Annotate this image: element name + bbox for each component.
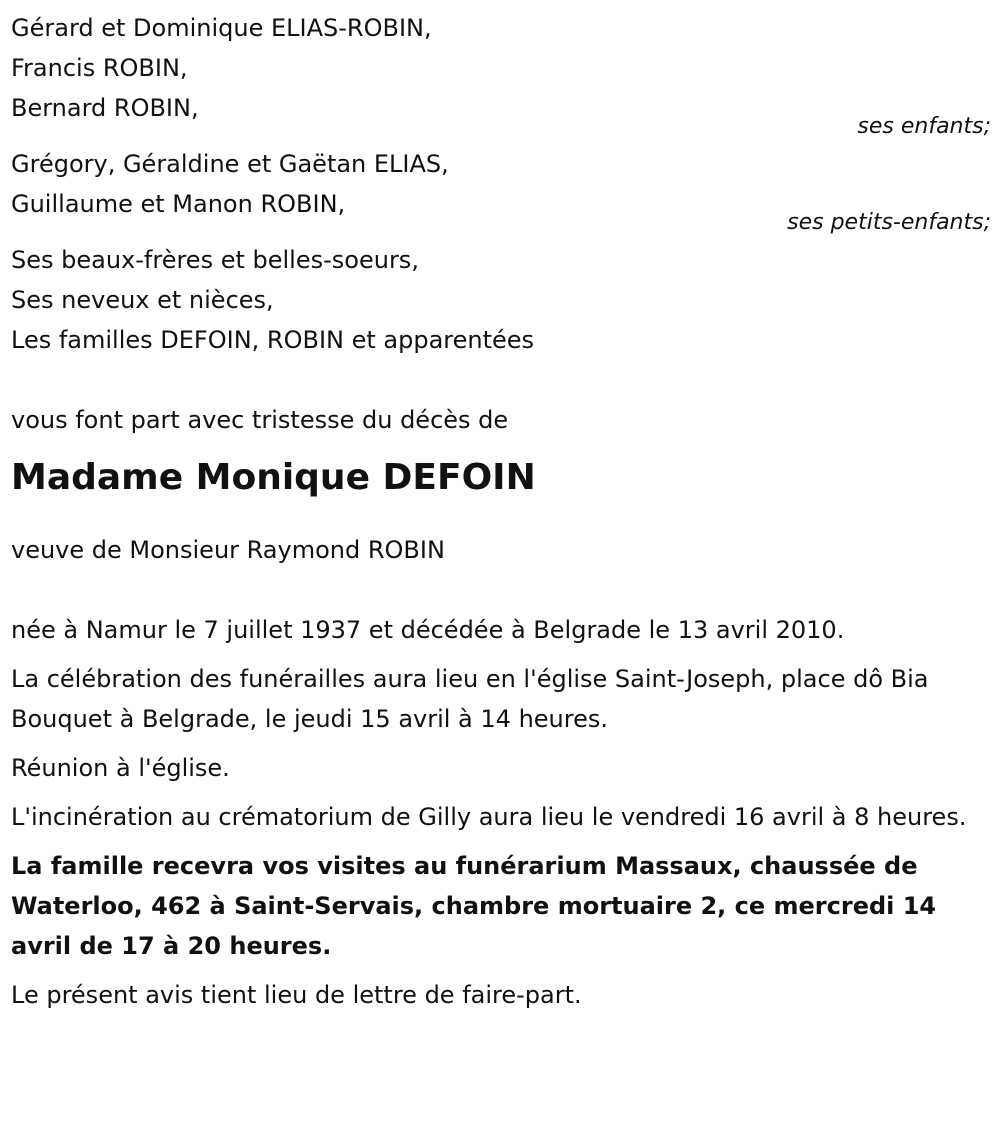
grandchildren-role: ses petits-enfants; <box>787 210 991 235</box>
deceased-name: Madame Monique DEFOIN <box>11 457 536 498</box>
announcement-text: vous font part avec tristesse du décès de <box>11 406 509 434</box>
children-line: Bernard ROBIN, <box>11 94 199 122</box>
ceremony-text: La célébration des funérailles aura lieu en l'église Saint-Joseph, place dô Bia Bouquet à Belgrade, le jeudi 15 avril à 14 heures. <box>11 665 929 733</box>
death-notice <box>11 8 991 1015</box>
children-role: ses enfants; <box>857 114 991 139</box>
meeting-text: Réunion à l'église. <box>11 754 230 782</box>
children-line: Francis ROBIN, <box>11 54 188 82</box>
grandchildren-line: Grégory, Géraldine et Gaëtan ELIAS, <box>11 150 449 178</box>
spacer <box>11 570 991 610</box>
spouse-text: veuve de Monsieur Raymond ROBIN <box>11 536 445 564</box>
relatives-line: Ses neveux et nièces, <box>11 286 274 314</box>
cremation-text: L'incinération au crématorium de Gilly aura lieu le vendredi 16 avril à 8 heures. <box>11 803 967 831</box>
relatives-line: Les familles DEFOIN, ROBIN et apparentées <box>11 326 535 354</box>
children-line: Gérard et Dominique ELIAS-ROBIN, <box>11 14 432 42</box>
grandchildren-line: Guillaume et Manon ROBIN, <box>11 190 346 218</box>
visits-text: La famille recevra vos visites au funérarium Massaux, chaussée de Waterloo, 462 à Saint-Servais, chambre mortuaire 2, ce mercredi 14 avril de 17 à 20 heures. <box>11 852 937 960</box>
spacer <box>11 360 991 400</box>
relatives-line: Ses beaux-frères et belles-soeurs, <box>11 246 419 274</box>
closing-text: Le présent avis tient lieu de lettre de faire-part. <box>11 981 582 1009</box>
birth-death-text: née à Namur le 7 juillet 1937 et décédée à Belgrade le 13 avril 2010. <box>11 616 845 644</box>
